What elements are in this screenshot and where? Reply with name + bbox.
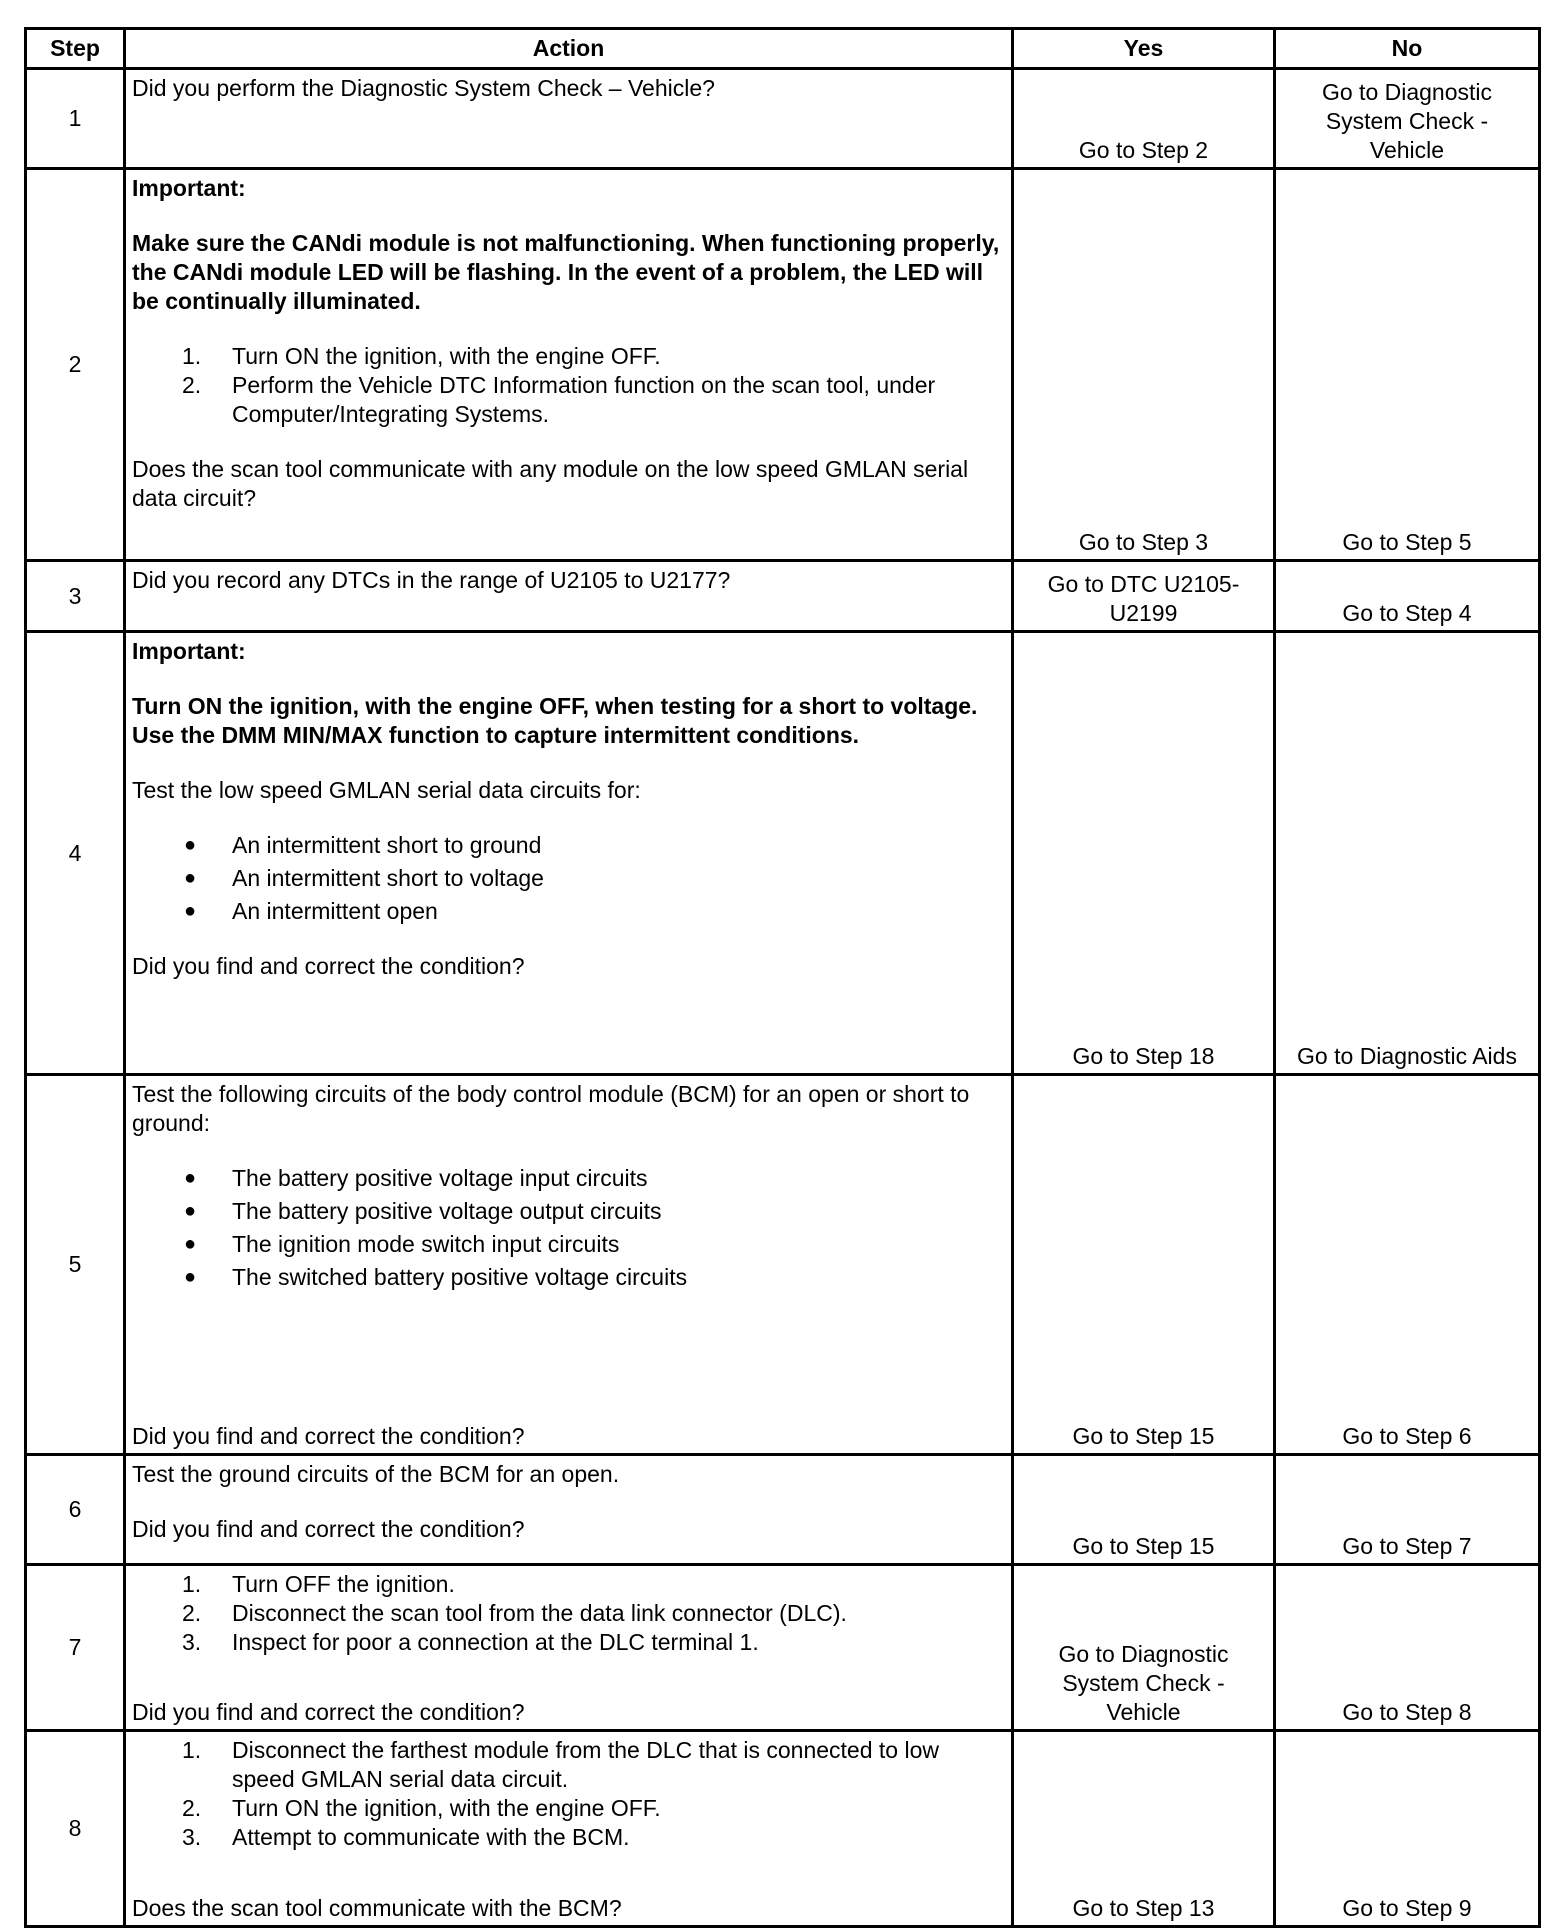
intro-text: Test the ground circuits of the BCM for an open.: [132, 1461, 620, 1487]
yes-outcome: Go to Step 18: [1072, 1043, 1215, 1069]
yes-cell: [1013, 1075, 1275, 1455]
question: Does the scan tool communicate with any module on the low speed GMLAN serial data circuit?: [132, 456, 969, 511]
question: Did you find and correct the condition?: [132, 1423, 525, 1449]
important-label: Important:: [132, 638, 246, 664]
list-item: 1. Turn OFF the ignition.: [182, 1571, 455, 1597]
header-no: No: [1275, 29, 1540, 69]
list-item: ● An intermittent open: [184, 898, 438, 924]
action-cell: [125, 1731, 1013, 1927]
yes-outcome: Go to Diagnostic System Check - Vehicle: [1058, 1641, 1229, 1725]
yes-cell: [1013, 69, 1275, 169]
important-text: Make sure the CANdi module is not malfunctioning. When functioning properly, the CANdi module LED will be flashing. In the event of a problem, the LED will be continually illuminated.: [132, 230, 1000, 314]
list-item: 1. Disconnect the farthest module from the DLC that is connected to low speed GMLAN serial data circuit.: [182, 1737, 939, 1792]
step-number: 1: [26, 69, 125, 169]
yes-cell: [1013, 561, 1275, 632]
list-item: 3. Inspect for poor a connection at the DLC terminal 1.: [182, 1629, 759, 1655]
no-outcome: Go to Step 9: [1342, 1895, 1472, 1921]
yes-outcome: Go to Step 13: [1072, 1895, 1215, 1921]
numbered-list: [132, 342, 1007, 429]
action-cell: [125, 561, 1013, 632]
table-row: [26, 1731, 1540, 1927]
yes-cell: [1013, 632, 1275, 1075]
bullet-list: [132, 831, 1007, 926]
header-action: Action: [125, 29, 1013, 69]
no-cell: [1275, 632, 1540, 1075]
numbered-list: [132, 1570, 1007, 1657]
list-item: 2. Turn ON the ignition, with the engine OFF.: [182, 1795, 661, 1821]
no-cell: [1275, 561, 1540, 632]
table-row: [26, 1455, 1540, 1565]
step-number: 5: [26, 1075, 125, 1455]
no-outcome: Go to Step 8: [1342, 1699, 1472, 1725]
question: Did you find and correct the condition?: [132, 953, 525, 979]
step-number: 7: [26, 1565, 125, 1731]
action-cell: [125, 1075, 1013, 1455]
header-yes: Yes: [1013, 29, 1275, 69]
list-item: 1. Turn ON the ignition, with the engine OFF.: [182, 343, 661, 369]
no-cell: [1275, 1455, 1540, 1565]
table-row: [26, 632, 1540, 1075]
step-number: 6: [26, 1455, 125, 1565]
action-cell: [125, 1455, 1013, 1565]
no-outcome: Go to Diagnostic Aids: [1297, 1043, 1517, 1069]
no-cell: [1275, 1565, 1540, 1731]
intro-text: Test the low speed GMLAN serial data circuits for:: [132, 777, 641, 803]
table-row: [26, 561, 1540, 632]
yes-cell: [1013, 1565, 1275, 1731]
action-cell: [125, 632, 1013, 1075]
list-item: ● An intermittent short to ground: [184, 832, 542, 858]
yes-outcome: Go to DTC U2105-U2199: [1047, 571, 1240, 626]
no-cell: [1275, 169, 1540, 561]
bullet-list: [132, 1164, 1007, 1292]
list-item: 2. Perform the Vehicle DTC Information function on the scan tool, under Computer/Integrating Systems.: [182, 372, 936, 427]
yes-outcome: Go to Step 2: [1078, 137, 1209, 163]
list-item: ● The ignition mode switch input circuits: [184, 1231, 620, 1257]
list-item: ● The switched battery positive voltage circuits: [184, 1264, 688, 1290]
action-cell: [125, 1565, 1013, 1731]
no-outcome: Go to Step 4: [1342, 600, 1472, 626]
action-cell: [125, 169, 1013, 561]
question: Did you record any DTCs in the range of U2105 to U2177?: [132, 567, 731, 593]
step-number: 3: [26, 561, 125, 632]
yes-outcome: Go to Step 15: [1072, 1533, 1215, 1559]
important-text: Turn ON the ignition, with the engine OFF, when testing for a short to voltage. Use the DMM MIN/MAX function to capture intermittent conditions.: [132, 693, 978, 748]
list-item: ● The battery positive voltage output circuits: [184, 1198, 662, 1224]
yes-cell: [1013, 1731, 1275, 1927]
yes-outcome: Go to Step 15: [1072, 1423, 1215, 1449]
diagnostic-table: [24, 27, 1541, 1928]
numbered-list: [132, 1736, 1007, 1852]
no-outcome: Go to Step 5: [1342, 529, 1472, 555]
step-number: 2: [26, 169, 125, 561]
no-cell: [1275, 1731, 1540, 1927]
question: Did you find and correct the condition?: [132, 1699, 525, 1725]
list-item: 2. Disconnect the scan tool from the data link connector (DLC).: [182, 1600, 847, 1626]
table-row: [26, 169, 1540, 561]
yes-cell: [1013, 1455, 1275, 1565]
list-item: ● The battery positive voltage input circuits: [184, 1165, 648, 1191]
question: Did you find and correct the condition?: [132, 1516, 525, 1542]
table-row: [26, 1075, 1540, 1455]
important-label: Important:: [132, 175, 246, 201]
table-row: [26, 69, 1540, 169]
header-step: Step: [26, 29, 125, 69]
step-number: 8: [26, 1731, 125, 1927]
question: Did you perform the Diagnostic System Check – Vehicle?: [132, 75, 715, 101]
list-item: ● An intermittent short to voltage: [184, 865, 544, 891]
no-outcome: Go to Step 6: [1342, 1423, 1472, 1449]
list-item: 3. Attempt to communicate with the BCM.: [182, 1824, 630, 1850]
table-header-row: [26, 29, 1540, 69]
no-outcome: Go to Step 7: [1342, 1533, 1472, 1559]
step-number: 4: [26, 632, 125, 1075]
question: Does the scan tool communicate with the BCM?: [132, 1895, 622, 1921]
no-cell: [1275, 69, 1540, 169]
table-row: [26, 1565, 1540, 1731]
yes-outcome: Go to Step 3: [1078, 529, 1209, 555]
no-outcome: Go to Diagnostic System Check - Vehicle: [1321, 79, 1493, 163]
yes-cell: [1013, 169, 1275, 561]
action-cell: [125, 69, 1013, 169]
intro-text: Test the following circuits of the body control module (BCM) for an open or short to ground:: [132, 1081, 970, 1136]
no-cell: [1275, 1075, 1540, 1455]
